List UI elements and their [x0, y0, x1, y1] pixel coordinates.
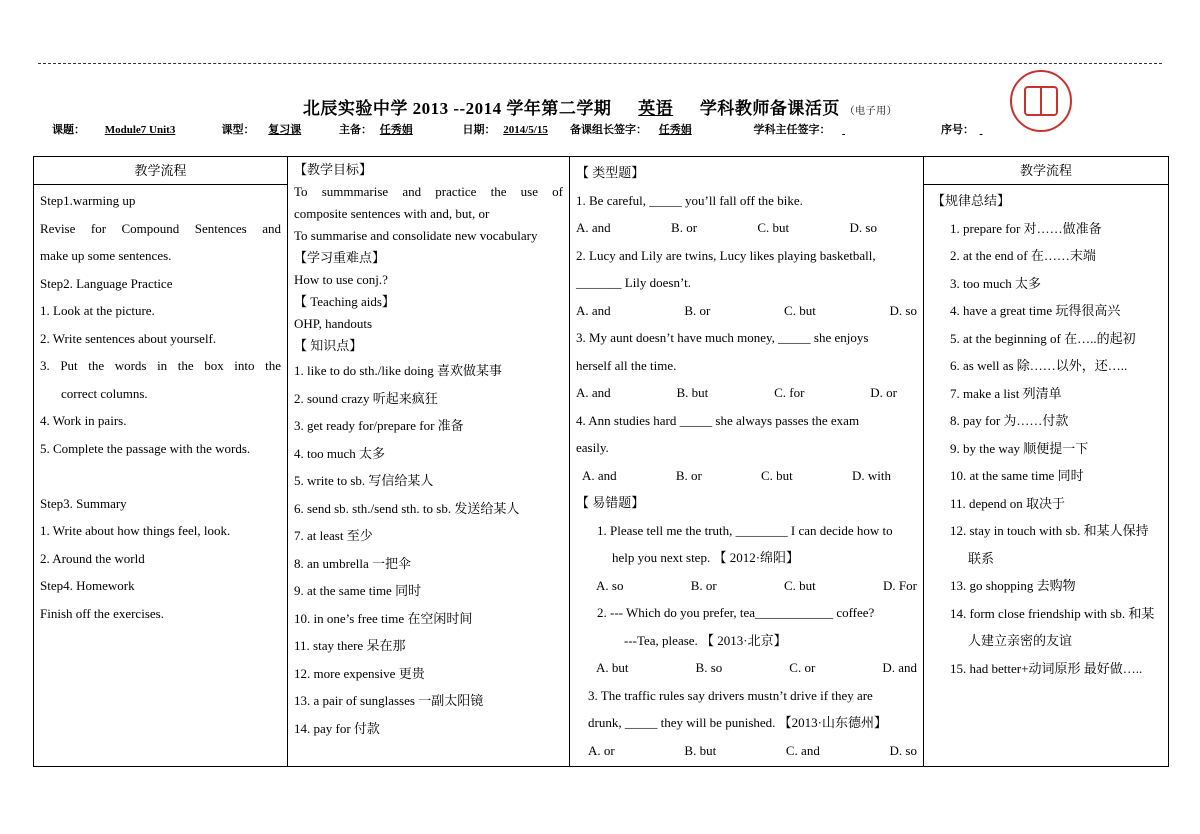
option: A. and	[576, 385, 611, 400]
goal-line: To summmarise and practice the use of	[294, 184, 563, 199]
option: B. or	[684, 302, 711, 318]
option: B. so	[695, 660, 723, 675]
option: A. and	[576, 220, 611, 235]
option: B. but	[684, 742, 717, 758]
question-text: 4. Ann studies hard _____ she always passes the exam	[576, 412, 860, 428]
list-item: 7. at least 至少	[294, 528, 373, 543]
list-item: 1. prepare for 对……做准备	[950, 220, 1102, 236]
title-suffix: 学科教师备课活页	[699, 99, 840, 118]
question-text: herself all the time.	[576, 357, 677, 373]
list-item: 3. get ready for/prepare for 准备	[294, 418, 464, 433]
list-item: 5. write to sb. 写信给某人	[294, 473, 434, 488]
option: A. so	[596, 577, 624, 593]
option: A. but	[596, 660, 629, 675]
list-item: 6. send sb. sth./send sth. to sb. 发送给某人	[294, 500, 520, 516]
option: D. so	[889, 302, 917, 318]
aids-text: OHP, handouts	[294, 316, 373, 331]
prep-value: 任秀娟	[379, 124, 413, 136]
director-label: 学科主任签字：	[753, 124, 831, 136]
seq-value	[980, 124, 1010, 136]
option: D. or	[870, 385, 897, 400]
list-item: 9. at the same time 同时	[294, 583, 422, 598]
option: B. or	[675, 467, 702, 483]
question-text: ---Tea, please. 【 2013·北京】	[624, 632, 787, 648]
type-label: 课型：	[221, 124, 255, 136]
school-seal-logo	[1010, 70, 1072, 132]
flow-line: Finish off the exercises.	[40, 605, 164, 621]
col1-body	[34, 185, 287, 627]
list-item: 12. more expensive 更贵	[294, 665, 425, 681]
option: C. but	[757, 220, 790, 235]
option: C. and	[785, 742, 820, 758]
aids-heading: 【 Teaching aids】	[294, 294, 395, 309]
flow-line: 5. Complete the passage with the words.	[40, 440, 251, 456]
option: B. but	[676, 385, 709, 400]
key-text: How to use conj.?	[294, 272, 388, 287]
seq-label: 序号：	[941, 124, 974, 136]
list-item: 15. had better+动词原形 最好做…..	[950, 660, 1143, 676]
flow-line: Step1.warming up	[40, 193, 136, 208]
option: D. and	[882, 660, 917, 675]
flow-line: 1. Look at the picture.	[40, 303, 155, 318]
flow-line: Revise for Compound Sentences and	[40, 220, 281, 236]
option: A. and	[582, 467, 617, 483]
col2-body	[288, 157, 569, 744]
goal-line: composite sentences with and, but, or	[294, 206, 490, 221]
list-item: 13. go shopping 去购物	[950, 578, 1076, 593]
flow-line	[40, 462, 281, 490]
flow-line: correct columns.	[61, 385, 148, 401]
option: B. or	[671, 220, 698, 235]
summary-heading: 【规律总结】	[932, 193, 1011, 208]
list-item: 10. at the same time 同时	[950, 468, 1084, 483]
list-item: 10. in one’s free time 在空闲时间	[294, 610, 473, 626]
list-item: 14. pay for 付款	[294, 720, 380, 736]
list-item: 4. too much 太多	[294, 445, 385, 461]
group-sig: 任秀娟	[658, 124, 692, 136]
list-item: 9. by the way 顺便提一下	[950, 440, 1089, 456]
prep-label: 主备：	[339, 124, 372, 136]
question-options	[576, 462, 917, 490]
question-options	[576, 214, 917, 242]
flow-line: 1. Write about how things feel, look.	[40, 523, 231, 538]
teaching-flow-column	[34, 157, 288, 767]
type-value: 复习课	[268, 124, 302, 136]
question-text: help you next step. 【 2012·绵阳】	[612, 550, 800, 565]
option: C. for	[774, 385, 805, 400]
flow-line: Step2. Language Practice	[40, 275, 173, 291]
question-text: _______ Lily doesn’t.	[576, 275, 691, 290]
question-text: 1. Be careful, _____ you’ll fall off the bike.	[576, 192, 803, 208]
question-options	[576, 297, 917, 325]
top-rule	[38, 63, 1162, 64]
flow-line: make up some sentences.	[40, 248, 172, 263]
summary-column	[924, 157, 1169, 767]
option: C. but	[783, 577, 816, 593]
option: D. so	[889, 742, 917, 758]
option: C. or	[789, 660, 816, 675]
title-subject: 英语	[638, 99, 674, 118]
list-item: 11. depend on 取决于	[950, 495, 1066, 511]
option: C. but	[784, 302, 816, 318]
flow-line: Step4. Homework	[40, 578, 135, 593]
flow-line: 4. Work in pairs.	[40, 413, 127, 428]
question-options	[576, 654, 917, 682]
flow-line: 3. Put the words in the box into the	[40, 358, 281, 373]
list-item: 4. have a great time 玩得很高兴	[950, 303, 1121, 318]
list-item: 3. too much 太多	[950, 275, 1041, 291]
question-text: 3. My aunt doesn’t have much money, _____ she enjoys	[576, 330, 869, 345]
question-options	[576, 572, 917, 600]
list-item: 8. an umbrella 一把伞	[294, 555, 411, 571]
list-item: 8. pay for 为……付款	[950, 413, 1069, 428]
knowledge-points-list	[294, 357, 563, 742]
key-heading: 【学习重难点】	[294, 250, 386, 265]
lesson-table	[33, 156, 1169, 767]
list-item: 13. a pair of sunglasses 一副太阳镜	[294, 693, 484, 708]
question-text: 3. The traffic rules say drivers mustn’t drive if they are	[588, 687, 873, 703]
list-item: 6. as well as 除……以外，还…..	[950, 358, 1128, 373]
option: C. but	[761, 467, 793, 483]
director-sig	[842, 124, 908, 136]
question-text: easily.	[576, 440, 609, 455]
topic-value: Module7 Unit3	[104, 124, 176, 136]
title-prefix: 北辰实验中学 2013 --2014 学年第二学期	[302, 99, 612, 118]
meta-row	[52, 121, 1010, 137]
summary-list	[932, 215, 1160, 683]
option: D. so	[849, 220, 877, 235]
col4-body	[924, 185, 1168, 684]
list-item: 5. at the beginning of 在…..的起初	[950, 330, 1136, 346]
objectives-column	[288, 157, 570, 767]
goal-line: To summarise and consolidate new vocabulary	[294, 228, 538, 243]
list-item: 2. at the end of 在……末端	[950, 248, 1096, 263]
option: B. or	[690, 577, 717, 593]
question-text: drunk, _____ they will be punished. 【2013·山东德州】	[588, 715, 887, 730]
list-item: 1. like to do sth./like doing 喜欢做某事	[294, 363, 502, 378]
group-label: 备课组长签字：	[570, 124, 647, 136]
goal-heading: 【教学目标】	[294, 162, 373, 177]
list-item: 14. form close friendship with sb. 和某人建立亲密的友谊	[950, 605, 1155, 648]
option: D. For	[883, 577, 917, 593]
flow-line: 2. Around the world	[40, 550, 145, 566]
title-note: （电子用）	[844, 106, 898, 117]
question-text: 2. Lucy and Lily are twins, Lucy likes playing basketball,	[576, 247, 876, 263]
list-item: 11. stay there 呆在那	[294, 638, 406, 653]
question-text: 2. --- Which do you prefer, tea____________ coffee?	[597, 605, 875, 620]
question-options	[576, 379, 917, 407]
option: D. with	[851, 467, 891, 483]
list-item: 12. stay in touch with sb. 和某人保持联系	[950, 523, 1149, 566]
points-heading: 【 知识点】	[294, 338, 363, 353]
error-heading: 【 易错题】	[576, 495, 645, 510]
option: A. or	[588, 742, 615, 758]
col1-header: 教学流程	[34, 157, 287, 185]
exercises-column	[570, 157, 924, 767]
flow-line: Step3. Summary	[40, 495, 127, 511]
option: A. and	[576, 302, 611, 318]
question-text: 1. Please tell me the truth, ________ I can decide how to	[597, 522, 893, 538]
topic-label: 课题：	[52, 124, 85, 136]
col4-header: 教学流程	[924, 157, 1168, 185]
date-value: 2014/5/15	[503, 124, 548, 136]
question-options	[576, 737, 917, 765]
list-item: 7. make a list 列清单	[950, 385, 1062, 401]
date-label: 日期：	[462, 124, 496, 136]
type-heading: 【 类型题】	[576, 165, 645, 180]
flow-line: 2. Write sentences about yourself.	[40, 330, 217, 346]
col3-body	[570, 157, 923, 766]
list-item: 2. sound crazy 听起来疯狂	[294, 390, 438, 406]
